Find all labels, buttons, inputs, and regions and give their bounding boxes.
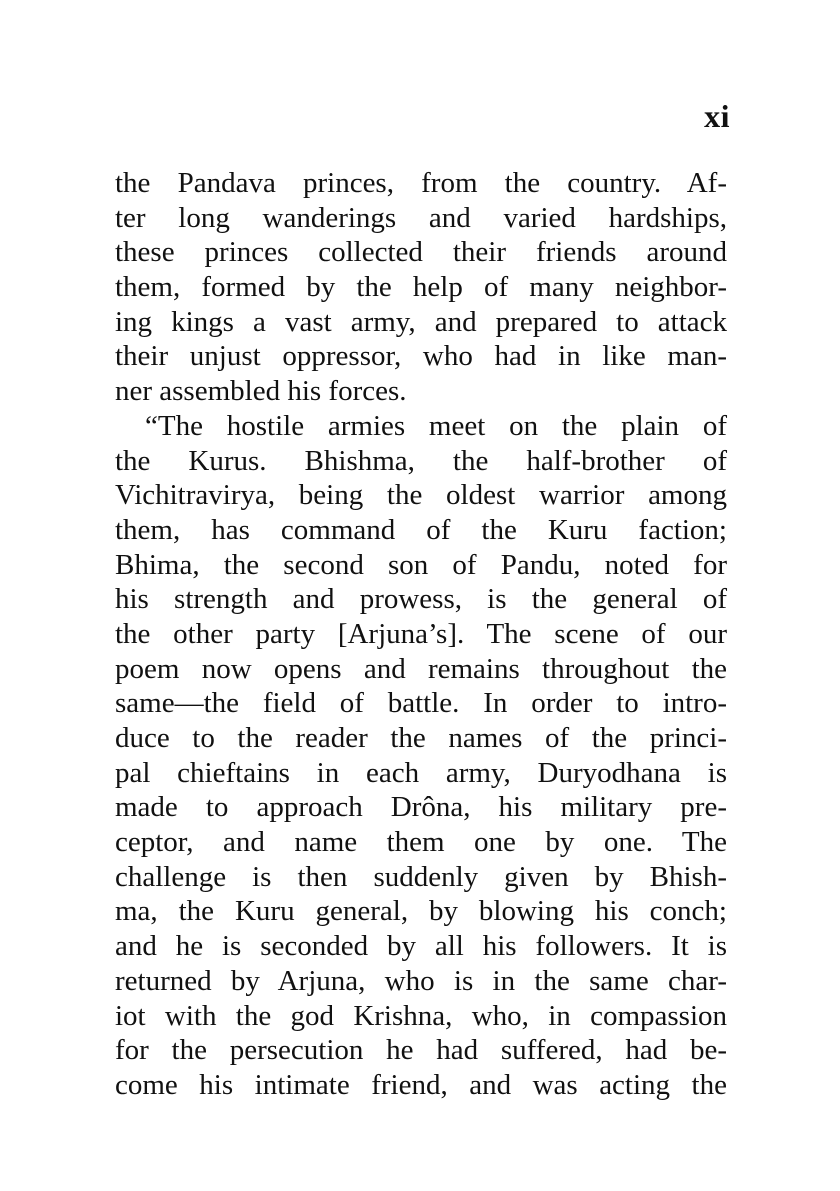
text-line: duce to the reader the names of the princi- [115,722,727,754]
text-line: the Kurus. Bhishma, the half-brother of [115,444,727,477]
text-line: them, formed by the help of many neighbor- [115,271,727,304]
page-number: xi [704,98,730,134]
text-line: ma, the Kuru general, by blowing his conch; [115,895,727,928]
paragraph-start-line: “The hostile armies meet on the plain of [145,409,727,442]
text-line: come his intimate friend, and was acting the [115,1068,727,1101]
text-line: poem now opens and remains throughout the [115,652,727,685]
text-line: returned by Arjuna, who is in the same char- [115,964,727,997]
body-text [115,166,727,1103]
text-line: ing kings a vast army, and prepared to attack [115,305,727,338]
text-line: iot with the god Krishna, who, in compassion [115,999,727,1032]
text-line: for the persecution he had suffered, had be- [115,1034,727,1067]
text-line: them, has command of the Kuru faction; [115,513,727,546]
text-line: these princes collected their friends around [115,236,727,269]
text-line: Vichitravirya, being the oldest warrior among [115,479,727,512]
text-line: ceptor, and name them one by one. The [115,826,727,859]
text-line: and he is seconded by all his followers. It is [115,930,727,963]
text-line: challenge is then suddenly given by Bhish- [115,860,727,893]
text-line: their unjust oppressor, who had in like man- [115,340,727,373]
text-line: the Pandava princes, from the country. Af- [115,167,727,199]
text-line: his strength and prowess, is the general of [115,583,727,616]
text-line: pal chieftains in each army, Duryodhana is [115,756,727,789]
text-line: Bhima, the second son of Pandu, noted for [115,548,727,581]
text-line: made to approach Drôna, his military pre- [115,791,727,824]
text-line: the other party [Arjuna’s]. The scene of our [115,617,727,650]
text-line: same—the field of battle. In order to intro- [115,687,727,720]
paragraph-end-line: ner assembled his forces. [115,375,407,408]
text-line: ter long wanderings and varied hardships, [115,201,727,234]
